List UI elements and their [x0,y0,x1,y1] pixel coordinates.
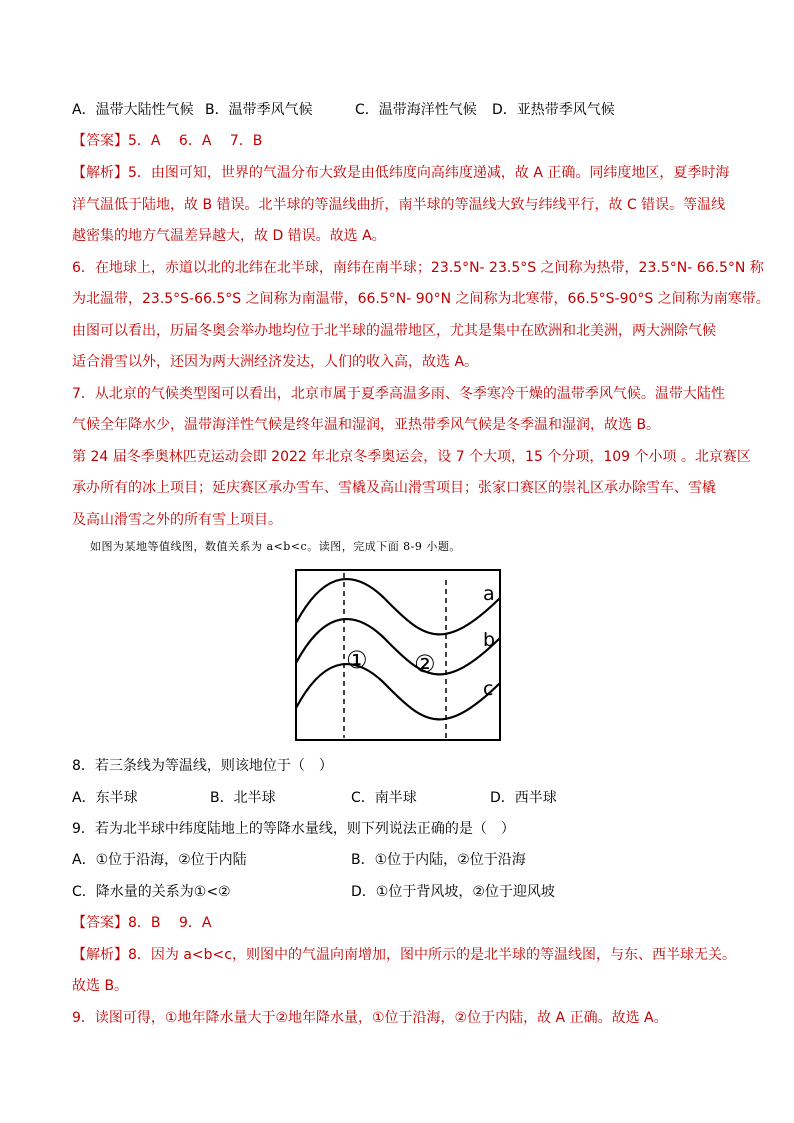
analysis-9-line-1: 9．读图可得，①地年降水量大于②地年降水量，①位于沿海，②位于内陆，故 A 正确。故选 A。 [72,1010,668,1026]
analysis-6-line-4: 适合滑雪以外，还因为两大洲经济发达，人们的收入高，故选 A。 [72,354,479,370]
q7-option-a: A．温带大陆性气候 [72,102,194,118]
q7-option-c: C．温带海洋性气候 [355,102,477,118]
q9-option-b: B．①位于内陆，②位于沿海 [351,852,526,868]
answer-text: 5．A 6．A 7．B [128,133,263,149]
q9-stem: 9．若为北半球中纬度陆地上的等降水量线，则下列说法正确的是（ ） [72,821,515,837]
analysis-6-line-3: 由图可以看出，历届冬奥会举办地均位于北半球的温带地区，尤其是集中在欧洲和北美洲，两大洲除气候 [72,323,716,339]
olympics-line-3: 及高山滑雪之外的所有雪上项目。 [72,512,282,528]
figure-frame [296,570,500,740]
q9-option-d: D．①位于背风坡，②位于迎风坡 [351,884,555,900]
answer-label: 【答案】 [72,915,128,931]
point-label-2: ② [414,650,436,678]
answer-text: 8．B 9．A [128,915,212,931]
analysis-5-text-1: 5．由图可知，世界的气温分布大致是由低纬度向高纬度递减，故 A 正确。同纬度地区，夏季时海 [128,165,730,181]
q9-option-c: C．降水量的关系为①<② [72,884,231,900]
isoline-figure [294,568,504,744]
analysis-5-line-1 [72,163,732,183]
answer-label: 【答案】 [72,133,128,149]
analysis-6-line-1: 6．在地球上，赤道以北的北纬在北半球，南纬在南半球；23.5°N- 23.5°S 之间称为热带，23.5°N- 66.5°N 称 [72,260,764,276]
curve-label-c: c [483,678,494,700]
q8-option-b: B．北半球 [210,790,276,806]
curve-label-a: a [483,583,495,605]
q8-option-a: A．东半球 [72,790,138,806]
q8-option-d: D．西半球 [490,790,557,806]
q8-option-c: C．南半球 [351,790,417,806]
q8-stem: 8．若三条线为等温线，则该地位于（ ） [72,758,333,774]
analysis-8-line-1 [72,945,736,965]
analysis-5-line-3: 越密集的地方气温差异越大，故 D 错误。故选 A。 [72,228,386,244]
analysis-7-line-2: 气候全年降水少，温带海洋性气候是终年温和湿润，亚热带季风气候是冬季温和湿润，故选 B。 [72,417,661,433]
analysis-5-line-2: 洋气温低于陆地，故 B 错误。北半球的等温线曲折，南半球的等温线大致与纬线平行，故 C 错误。等温线 [72,197,726,213]
q7-option-b: B．温带季风气候 [205,102,313,118]
point-label-1: ① [346,646,368,674]
answer-5-7 [72,131,732,151]
q7-option-d: D．亚热带季风气候 [492,102,615,118]
figure-caption: 如图为某地等值线图，数值关系为 a<b<c。读图，完成下面 8-9 小题。 [90,540,461,553]
analysis-7-line-1: 7．从北京的气候类型图可以看出，北京市属于夏季高温多雨、冬季寒冷干燥的温带季风气候。温带大陆性 [72,386,725,402]
answer-8-9 [72,913,732,933]
olympics-line-2: 承办所有的冰上项目；延庆赛区承办雪车、雪橇及高山滑雪项目；张家口赛区的崇礼区承办除雪车、雪橇 [72,480,716,496]
curve-label-b: b [483,629,496,651]
analysis-8-line-2: 故选 B。 [72,978,129,994]
analysis-label: 【解析】 [72,165,128,181]
analysis-6-line-2: 为北温带，23.5°S-66.5°S 之间称为南温带，66.5°N- 90°N 之间称为北寒带，66.5°S-90°S 之间称为南寒带。 [72,291,770,307]
analysis-8-text-1: 8．因为 a<b<c，则图中的气温向南增加，图中所示的是北半球的等温线图，与东、西半球无关。 [128,947,736,963]
q9-option-a: A．①位于沿海，②位于内陆 [72,852,247,868]
analysis-label: 【解析】 [72,947,128,963]
olympics-line-1: 第 24 届冬季奥林匹克运动会即 2022 年北京冬季奥运会，设 7 个大项，15 个分项，109 个小项 。北京赛区 [72,449,751,465]
